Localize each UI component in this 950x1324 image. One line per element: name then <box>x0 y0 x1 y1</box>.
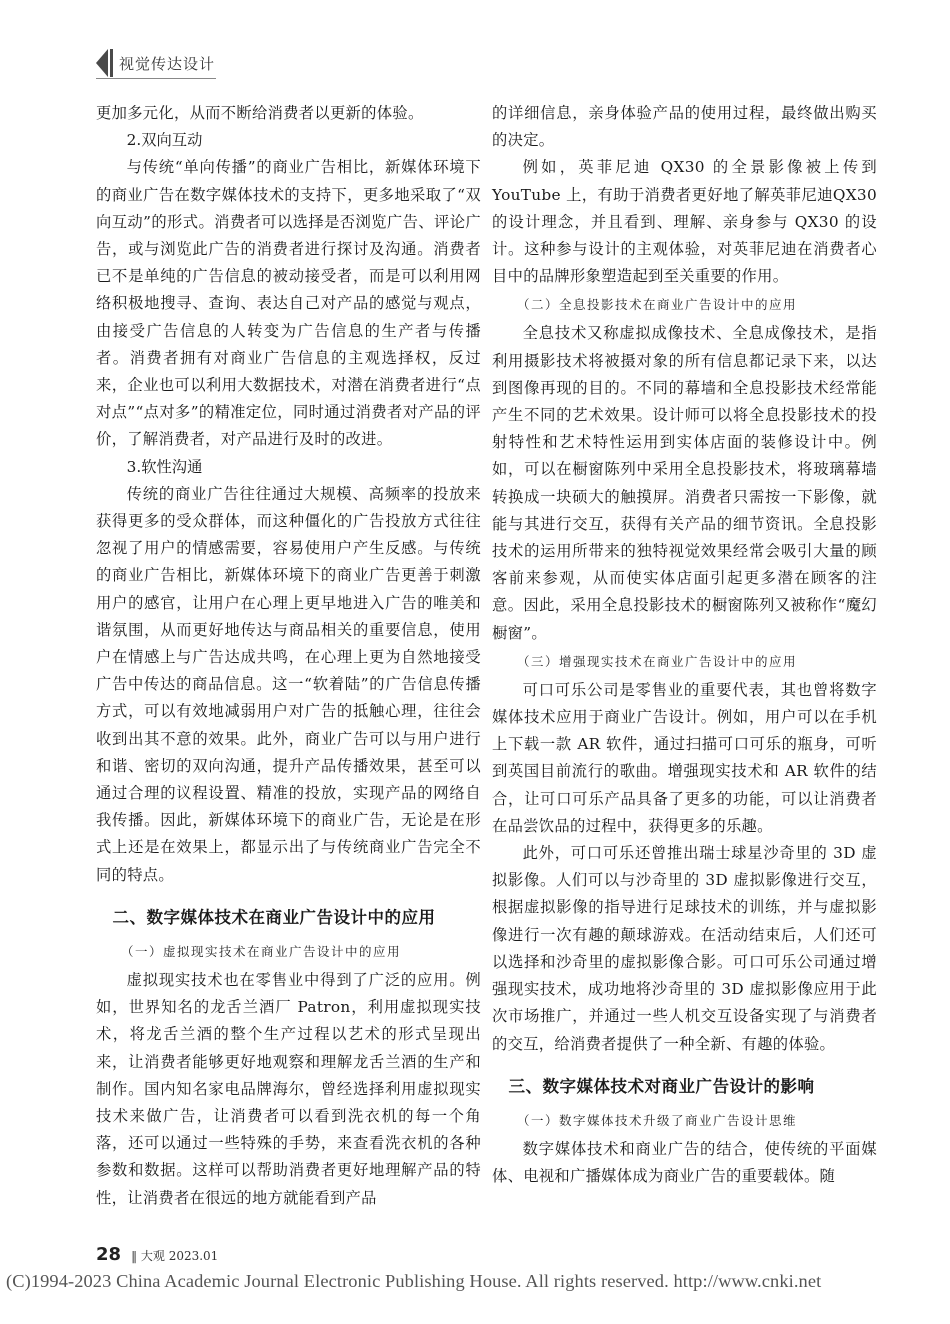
subheading-soft-communication: 3.软性沟通 <box>126 457 203 476</box>
subsection-heading: （三）增强现实技术在商业广告设计中的应用 <box>517 653 798 669</box>
page-number: 28 <box>96 1244 122 1265</box>
section-label: 视觉传达设计 <box>119 54 216 73</box>
paragraph: 例如，英菲尼迪 QX30 的全景影像被上传到 YouTube 上，有助于消费者更好地了解英菲尼迪QX30 的设计理念，并且看到、理解、亲身参与 QX30 的设计。这种参与设计的主观体验，对英菲尼迪在消费者心目中的品牌形象塑造起到至关重要的作用。 <box>492 158 877 286</box>
paragraph: 全息技术又称虚拟成像技术、全息成像技术，是指利用摄影技术将被摄对象的所有信息都记录下来，以达到图像再现的目的。不同的幕墙和全息投影技术经常能产生不同的艺术效果。设计师可以将全息投影技术的投射特性和艺术特性运用到实体店面的装修设计中。例如，可以在橱窗陈列中采用全息投影技术，将玻璃幕墙转换成一块硕大的触摸屏。消费者只需按一下影像，就能与其进行交互，获得有关产品的细节资讯。全息投影技术的运用所带来的独特视觉效果经常会吸引大量的顾客前来参观，从而使实体店面引起更多潜在顾客的注意。因此，采用全息投影技术的橱窗陈列又被称作“魔幻橱窗”。 <box>492 324 877 642</box>
header-bar-icon <box>110 49 113 77</box>
section-heading: 三、数字媒体技术对商业广告设计的影响 <box>508 1076 815 1096</box>
journal-issue: ‖ 大观 2023.01 <box>131 1249 219 1263</box>
right-column <box>492 100 877 1190</box>
paragraph: 的详细信息，亲身体验产品的使用过程，最终做出购买的决定。 <box>492 104 877 150</box>
paragraph: 传统的商业广告往往通过大规模、高频率的投放来获得更多的受众群体，而这种僵化的广告投放方式往往忽视了用户的情感需要，容易使用户产生反感。与传统的商业广告相比，新媒体环境下的商业广告更善于刺激用户的感官，让用户在心理上更早地进入广告的唯美和谐氛围，从而更好地传达与商品相关的重要信息，使用户在情感上与广告达成共鸣，在心理上更为自然地接受广告中传达的商品信息。这一“软着陆”的广告信息传播方式，可以有效地减弱用户对广告的抵触心理，往往会收到出其不意的效果。此外，商业广告可以与用户进行和谐、密切的双向沟通，提升产品传播效果，甚至可以通过合理的议程设置、精准的投放，实现产品的网络自我传播。因此，新媒体环境下的商业广告，无论是在形式上还是在效果上，都显示出了与传统商业广告完全不同的特点。 <box>96 484 481 884</box>
paragraph: 此外，可口可乐还曾推出瑞士球星沙奇里的 3D 虚拟影像。人们可以与沙奇里的 3D 虚拟影像进行交互，根据虚拟影像的指导进行足球技术的训练，并与虚拟影像进行一次有趣的颠球游戏。在活动结束后，人们还可以选择和沙奇里的虚拟影像合影。可口可乐公司通过增强现实技术，成功地将沙奇里的 3D 虚拟影像应用于此次市场推广，并通过一些人机交互设备实现了与消费者的交互，给消费者提供了一种全新、有趣的体验。 <box>492 844 877 1053</box>
section-heading: 二、数字媒体技术在商业广告设计中的应用 <box>112 907 436 927</box>
page-footer <box>96 1244 218 1265</box>
paragraph: 虚拟现实技术也在零售业中得到了广泛的应用。例如，世界知名的龙舌兰酒厂 Patron，利用虚拟现实技术，将龙舌兰酒的整个生产过程以艺术的形式呈现出来，让消费者能够更好地观察和理解龙舌兰酒的生产和制作。国内知名家电品牌海尔，曾经选择利用虚拟现实技术来做广告，让消费者可以看到洗衣机的每一个角落，还可以通过一些特殊的手势，来查看洗衣机的各种参数和数据。这样可以帮助消费者更好地理解产品的特性，让消费者在很远的地方就能看到产品 <box>96 970 481 1207</box>
paragraph: 与传统“单向传播”的商业广告相比，新媒体环境下的商业广告在数字媒体技术的支持下，更多地采取了“双向互动”的形式。消费者可以选择是否浏览广告、评论广告，或与浏览此广告的消费者进行探讨及沟通。消费者已不是单纯的广告信息的被动接受者，而是可以利用网络积极地搜寻、查询、表达自己对产品的感觉与观点，由接受广告信息的人转变为广告信息的生产者与传播者。消费者拥有对商业广告信息的主观选择权，反过来，企业也可以利用大数据技术，对潜在消费者进行“点对点”“点对多”的精准定位，同时通过消费者对产品的评价，了解消费者，对产品进行及时的改进。 <box>96 158 481 449</box>
paragraph: 更加多元化，从而不断给消费者以更新的体验。 <box>96 104 424 122</box>
subsection-heading: （一）虚拟现实技术在商业广告设计中的应用 <box>121 943 402 959</box>
subsection-heading: （一）数字媒体技术升级了商业广告设计思维 <box>517 1112 798 1128</box>
header-chevron-icon <box>96 49 108 77</box>
header-rule <box>96 78 216 79</box>
subheading-interaction: 2.双向互动 <box>126 131 203 150</box>
paragraph: 可口可乐公司是零售业的重要代表，其也曾将数字媒体技术应用于商业广告设计。例如，用户可以在手机上下载一款 AR 软件，通过扫描可口可乐的瓶身，可听到英国目前流行的歌曲。增强现实技术和 AR 软件的结合，让可口可乐产品具备了更多的功能，可以让消费者在品尝饮品的过程中，获得更多的乐趣。 <box>492 680 877 835</box>
left-column <box>96 100 481 1212</box>
paragraph: 数字媒体技术和商业广告的结合，使传统的平面媒体、电视和广播媒体成为商业广告的重要载体。随 <box>492 1139 877 1185</box>
running-header <box>96 48 215 78</box>
copyright-line: (C)1994-2023 China Academic Journal Electronic Publishing House. All rights reserved. http://www.cnki.net <box>6 1271 822 1291</box>
subsection-heading: （二）全息投影技术在商业广告设计中的应用 <box>517 297 798 313</box>
